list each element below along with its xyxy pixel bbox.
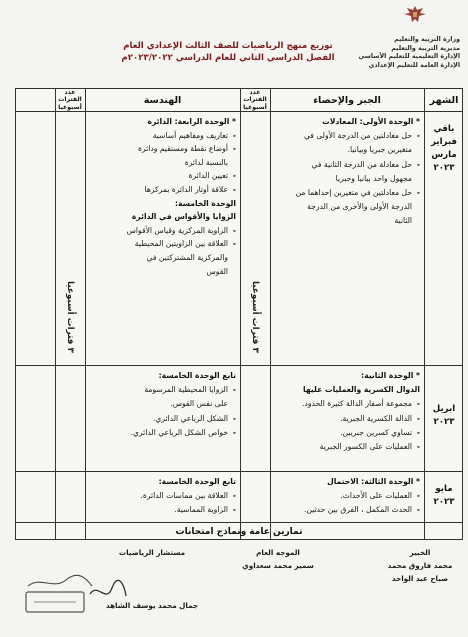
geometry-unit-cell	[89, 115, 236, 278]
geometry-unit-cell	[89, 475, 236, 518]
month-cell: باقي فبراير مارس ٢٠٢٣	[431, 124, 457, 173]
algebra-periods-cell: ٣ فترات أسبوعيا	[250, 280, 260, 353]
list-item: - مجموعة أصفار الدالة كثيرة الحدود.	[274, 397, 420, 411]
algebra-column-header: الجبر والإحصاء	[313, 94, 381, 106]
list-item: - الدالة الكسرية الجبرية.	[274, 412, 420, 426]
list-item: متغيرين جبريا وبيانيا.	[347, 145, 412, 155]
month-column-header: الشهر	[429, 94, 459, 106]
geometry-periods-cell: ٣ فترات أسبوعيا	[65, 280, 75, 353]
list-item: - العمليات على الكسور الجبرية	[274, 440, 420, 454]
document-subtitle: الفصل الدراسي الثاني للعام الدراسي ٢٠٢٣/٢٠٢٢م	[121, 53, 335, 63]
list-item: - الحدث المكمل ، الفرق بين حدثين.	[274, 503, 420, 517]
list-item: - خواص الشكل الرباعي الدائري.	[89, 426, 236, 440]
header-line: وزارة التربية والتعليم	[394, 36, 460, 43]
ministry-header	[342, 14, 460, 70]
stamp-signature-icon	[20, 574, 130, 618]
supervisor-signature: الموجه العام سمير محمد سعداوي	[242, 548, 314, 570]
algebra-periods-header: عدد الفترات أسبوعيا	[243, 88, 267, 111]
list-item: - العلاقة بين مماسات الدائرة.	[89, 489, 236, 503]
month-cell: ابريل ٢٠٢٣	[432, 404, 456, 427]
document-title-block	[118, 40, 338, 64]
algebra-unit-cell	[274, 475, 420, 518]
list-item: الدرجة الأولى والأخرى من الدرجة	[307, 202, 412, 212]
unit-heading: * الوحدة الثالثة: الاحتمال	[327, 477, 420, 486]
header-line: الإدارة التعليمية للتعليم الأساسي	[358, 53, 460, 61]
list-item: - أوضاع نقطة ومستقيم ودائرة	[89, 142, 236, 156]
month-cell: مايو ٢٠٢٣	[433, 484, 455, 507]
list-item: القوس	[206, 266, 228, 276]
unit-heading: * الوحدة الرابعة: الدائرة	[147, 117, 236, 126]
list-item: على نفس القوس.	[170, 399, 228, 409]
curriculum-table	[15, 88, 463, 540]
list-item: بالنسبة لدائرة	[184, 157, 228, 167]
list-item: الثانية	[394, 216, 412, 226]
expert-signature: الخبير محمد فاروق محمد صباح عبد الواحد	[387, 548, 453, 583]
list-item: - الشكل الرباعي الدائري.	[89, 412, 236, 426]
list-item: - علاقة أوتار الدائرة بمركزها	[89, 183, 236, 197]
list-item: - تعاريف ومفاهيم أساسية	[89, 129, 236, 143]
unit-subheading: الزوايا والأقواس في الدائرة	[131, 212, 236, 222]
list-item: مجهول واحد بيانيا وجبريا	[335, 173, 412, 183]
unit-heading: تابع الوحدة الخامسة:	[158, 371, 236, 380]
list-item: - الزوايا المحيطية المرسومة	[89, 383, 236, 397]
list-item: - حل معادلتين في متغيرين إحداهما من	[274, 186, 420, 200]
algebra-unit-cell	[274, 115, 420, 229]
list-item: - الزاوية المماسية.	[89, 503, 236, 517]
unit-subheading: الدوال الكسرية والعمليات عليها	[303, 385, 420, 395]
geometry-column-header: الهندسة	[143, 94, 182, 106]
header-line: الإدارة العامة للتعليم الإعدادي	[368, 61, 460, 69]
geometry-unit-cell	[89, 369, 236, 440]
geometry-periods-header: عدد الفترات أسبوعيا	[58, 88, 82, 111]
unit-heading: * الوحدة الأولى: المعادلات	[322, 117, 420, 126]
list-item: - حل معادلتين من الدرجة الأولى في	[274, 129, 420, 143]
unit-heading: الوحدة الخامسة:	[174, 198, 236, 208]
list-item: - الزاوية المركزية وقياس الأقواس	[89, 224, 236, 238]
document-title: توزيع منهج الرياضيات للصف الثالث الإعدادي العام	[123, 41, 333, 51]
advisor-signature: مستشار الرياضيات جمال محمد يوسف الشاهد	[105, 548, 199, 610]
list-item: - العمليات على الأحداث.	[274, 489, 420, 503]
list-item: - تعيين الدائرة	[89, 169, 236, 183]
list-item: والمركزية المشتركتين في	[146, 252, 228, 262]
list-item: - تساوي كسرين جبريين.	[274, 426, 420, 440]
header-line: مديرية التربية والتعليم	[391, 44, 460, 52]
exercises-footer-row: تمارين عامة ونماذج امتحانات	[175, 527, 303, 537]
unit-heading: تابع الوحدة الخامسة:	[158, 477, 236, 486]
unit-heading: * الوحدة الثانية:	[361, 371, 420, 380]
list-item: - حل معادلة من الدرجة الثانية في	[274, 158, 420, 172]
algebra-unit-cell	[274, 369, 420, 454]
list-item: - العلاقة بين الزاويتين المحيطية	[89, 237, 236, 251]
